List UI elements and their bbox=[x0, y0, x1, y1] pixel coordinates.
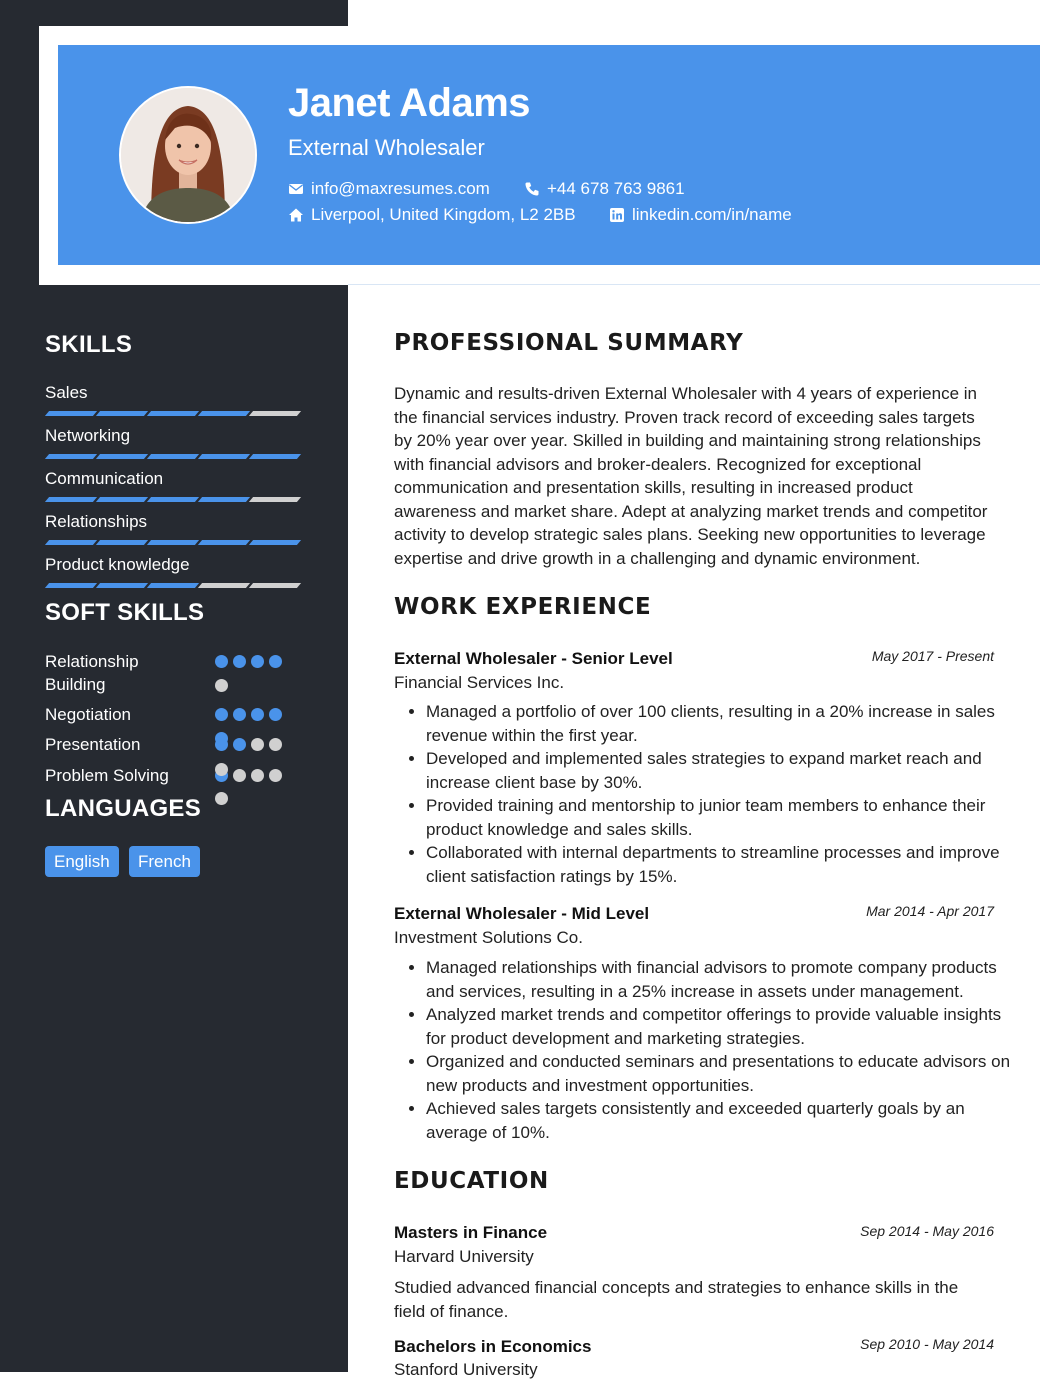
skill-bar-segment bbox=[96, 583, 148, 588]
candidate-role: External Wholesaler bbox=[288, 135, 485, 160]
rating-dot bbox=[233, 655, 246, 668]
rating-dot bbox=[215, 655, 228, 668]
education-heading: EDUCATION bbox=[394, 1168, 549, 1194]
rating-dot bbox=[233, 738, 246, 751]
skill-label: Communication bbox=[45, 469, 164, 488]
rating-dot bbox=[269, 769, 282, 782]
degree-title: Masters in Finance bbox=[394, 1223, 548, 1242]
phone-text: +44 678 763 9861 bbox=[547, 179, 685, 198]
linkedin-contact[interactable] bbox=[609, 205, 792, 225]
rating-dot bbox=[251, 655, 264, 668]
portrait-illustration bbox=[121, 88, 255, 222]
rating-dot bbox=[233, 769, 246, 782]
linkedin-icon bbox=[609, 207, 625, 223]
job-bullet: • Managed relationships with financial advisors to promote company products and services, resulting in a 25% increase in assets under management. bbox=[426, 956, 1016, 1003]
skill-bar-segment bbox=[45, 454, 97, 459]
skill-bar-segment bbox=[45, 583, 97, 588]
school-name: Harvard University bbox=[394, 1247, 534, 1266]
rating-dot bbox=[251, 738, 264, 751]
soft-skill-label: Problem Solving bbox=[45, 766, 169, 785]
skill-bar-segment bbox=[147, 583, 199, 588]
rating-dot bbox=[251, 769, 264, 782]
soft-skills-heading: SOFT SKILLS bbox=[45, 599, 205, 626]
skill-bar-segment bbox=[249, 411, 301, 416]
candidate-name: Janet Adams bbox=[288, 81, 530, 125]
language-badge: English bbox=[45, 846, 119, 877]
skill-bar-segment bbox=[147, 454, 199, 459]
profile-photo bbox=[119, 86, 257, 224]
rating-dot bbox=[251, 708, 264, 721]
education-dates: Sep 2010 - May 2014 bbox=[860, 1336, 994, 1352]
rating-dot bbox=[215, 792, 228, 805]
phone-contact[interactable] bbox=[524, 179, 685, 199]
skill-level-bar bbox=[47, 583, 302, 588]
skill-bar-segment bbox=[96, 411, 148, 416]
skill-bar-segment bbox=[198, 411, 250, 416]
rating-dot bbox=[215, 732, 228, 745]
job-bullets bbox=[406, 700, 1016, 888]
skill-bar-segment bbox=[249, 540, 301, 545]
skill-bar-segment bbox=[96, 540, 148, 545]
skill-bar-segment bbox=[96, 454, 148, 459]
header-divider bbox=[348, 284, 1040, 285]
email-text: info@maxresumes.com bbox=[311, 179, 490, 198]
rating-dot bbox=[269, 655, 282, 668]
job-bullets bbox=[406, 956, 1016, 1144]
skill-bar-segment bbox=[198, 497, 250, 502]
skill-label: Sales bbox=[45, 383, 88, 402]
rating-dot bbox=[269, 708, 282, 721]
education-dates: Sep 2014 - May 2016 bbox=[860, 1223, 994, 1239]
skill-bar-segment bbox=[147, 497, 199, 502]
job-bullet: • Achieved sales targets consistently and exceeded quarterly goals by an average of 10%. bbox=[426, 1097, 1016, 1144]
skill-bar-segment bbox=[96, 497, 148, 502]
skill-bar-segment bbox=[45, 411, 97, 416]
experience-heading: WORK EXPERIENCE bbox=[394, 594, 652, 620]
soft-skill-label: Presentation bbox=[45, 735, 141, 754]
skill-bar-segment bbox=[198, 583, 250, 588]
resume-header bbox=[58, 45, 1040, 265]
email-contact[interactable] bbox=[288, 179, 490, 199]
job-title: External Wholesaler - Mid Level bbox=[394, 904, 650, 923]
skill-level-bar bbox=[47, 540, 302, 545]
rating-dot bbox=[215, 679, 228, 692]
skill-bar-segment bbox=[45, 497, 97, 502]
rating-dot bbox=[233, 708, 246, 721]
job-bullet: • Collaborated with internal departments to streamline processes and improve client satisfaction ratings by 15%. bbox=[426, 841, 1016, 888]
soft-skill-label: Negotiation bbox=[45, 705, 132, 724]
address-text: Liverpool, United Kingdom, L2 2BB bbox=[311, 205, 576, 224]
linkedin-text: linkedin.com/in/name bbox=[632, 205, 792, 224]
company-name: Investment Solutions Co. bbox=[394, 928, 583, 947]
skill-label: Networking bbox=[45, 426, 131, 445]
skill-bar-segment bbox=[249, 454, 301, 459]
job-bullet: • Provided training and mentorship to junior team members to enhance their product knowledge and sales skills. bbox=[426, 794, 1016, 841]
skill-level-bar bbox=[47, 497, 302, 502]
address-contact bbox=[288, 205, 576, 225]
rating-dot bbox=[215, 708, 228, 721]
skill-level-bar bbox=[47, 454, 302, 459]
skill-bar-segment bbox=[45, 540, 97, 545]
job-bullet: • Organized and conducted seminars and presentations to educate advisors on new products and investment opportunities. bbox=[426, 1050, 1016, 1097]
company-name: Financial Services Inc. bbox=[394, 673, 565, 692]
home-icon bbox=[288, 207, 304, 223]
skill-bar-segment bbox=[198, 454, 250, 459]
skill-label: Product knowledge bbox=[45, 555, 190, 574]
job-title: External Wholesaler - Senior Level bbox=[394, 649, 673, 668]
envelope-icon bbox=[288, 181, 304, 197]
job-dates: May 2017 - Present bbox=[871, 648, 994, 664]
school-name: Stanford University bbox=[394, 1360, 538, 1379]
skill-level-bar bbox=[47, 411, 302, 416]
job-bullet: • Managed a portfolio of over 100 clients, resulting in a 20% increase in sales revenue within the first year. bbox=[426, 700, 1016, 747]
rating-dot bbox=[269, 738, 282, 751]
rating-dot bbox=[215, 763, 228, 776]
skill-bar-segment bbox=[249, 497, 301, 502]
language-badge: French bbox=[129, 846, 200, 877]
skill-bar-segment bbox=[198, 540, 250, 545]
education-description: Studied advanced financial concepts and strategies to enhance skills in the field of finance. bbox=[394, 1278, 959, 1321]
degree-title: Bachelors in Economics bbox=[394, 1337, 592, 1356]
soft-skill-label: Relationship Building bbox=[45, 652, 139, 694]
job-bullet: • Developed and implemented sales strategies to expand market reach and increase client base by 30%. bbox=[426, 747, 1016, 794]
skill-bar-segment bbox=[147, 411, 199, 416]
skills-heading: SKILLS bbox=[45, 331, 133, 358]
job-dates: Mar 2014 - Apr 2017 bbox=[866, 903, 994, 919]
skill-label: Relationships bbox=[45, 512, 148, 531]
job-bullet: • Analyzed market trends and competitor offerings to provide valuable insights for product development and marketing strategies. bbox=[426, 1003, 1016, 1050]
summary-text: Dynamic and results-driven External Wholesaler with 4 years of experience in the financial services industry. Proven track record of exceeding sales targets by 20% year over year. Skilled in building and maintaining strong relationships with financial advisors and broker-dealers. Recognized for exceptional communication and presentation skills, resulting in increased product awareness and market share. Adept at analyzing market trends and competitor activity to develop strategic sales plans. Seeking new opportunities to leverage expertise and drive growth in a challenging and dynamic environment. bbox=[394, 384, 988, 568]
skill-bar-segment bbox=[249, 583, 301, 588]
skill-bar-segment bbox=[147, 540, 199, 545]
summary-heading: PROFESSIONAL SUMMARY bbox=[394, 330, 744, 356]
languages-heading: LANGUAGES bbox=[45, 795, 202, 822]
phone-icon bbox=[524, 181, 540, 197]
